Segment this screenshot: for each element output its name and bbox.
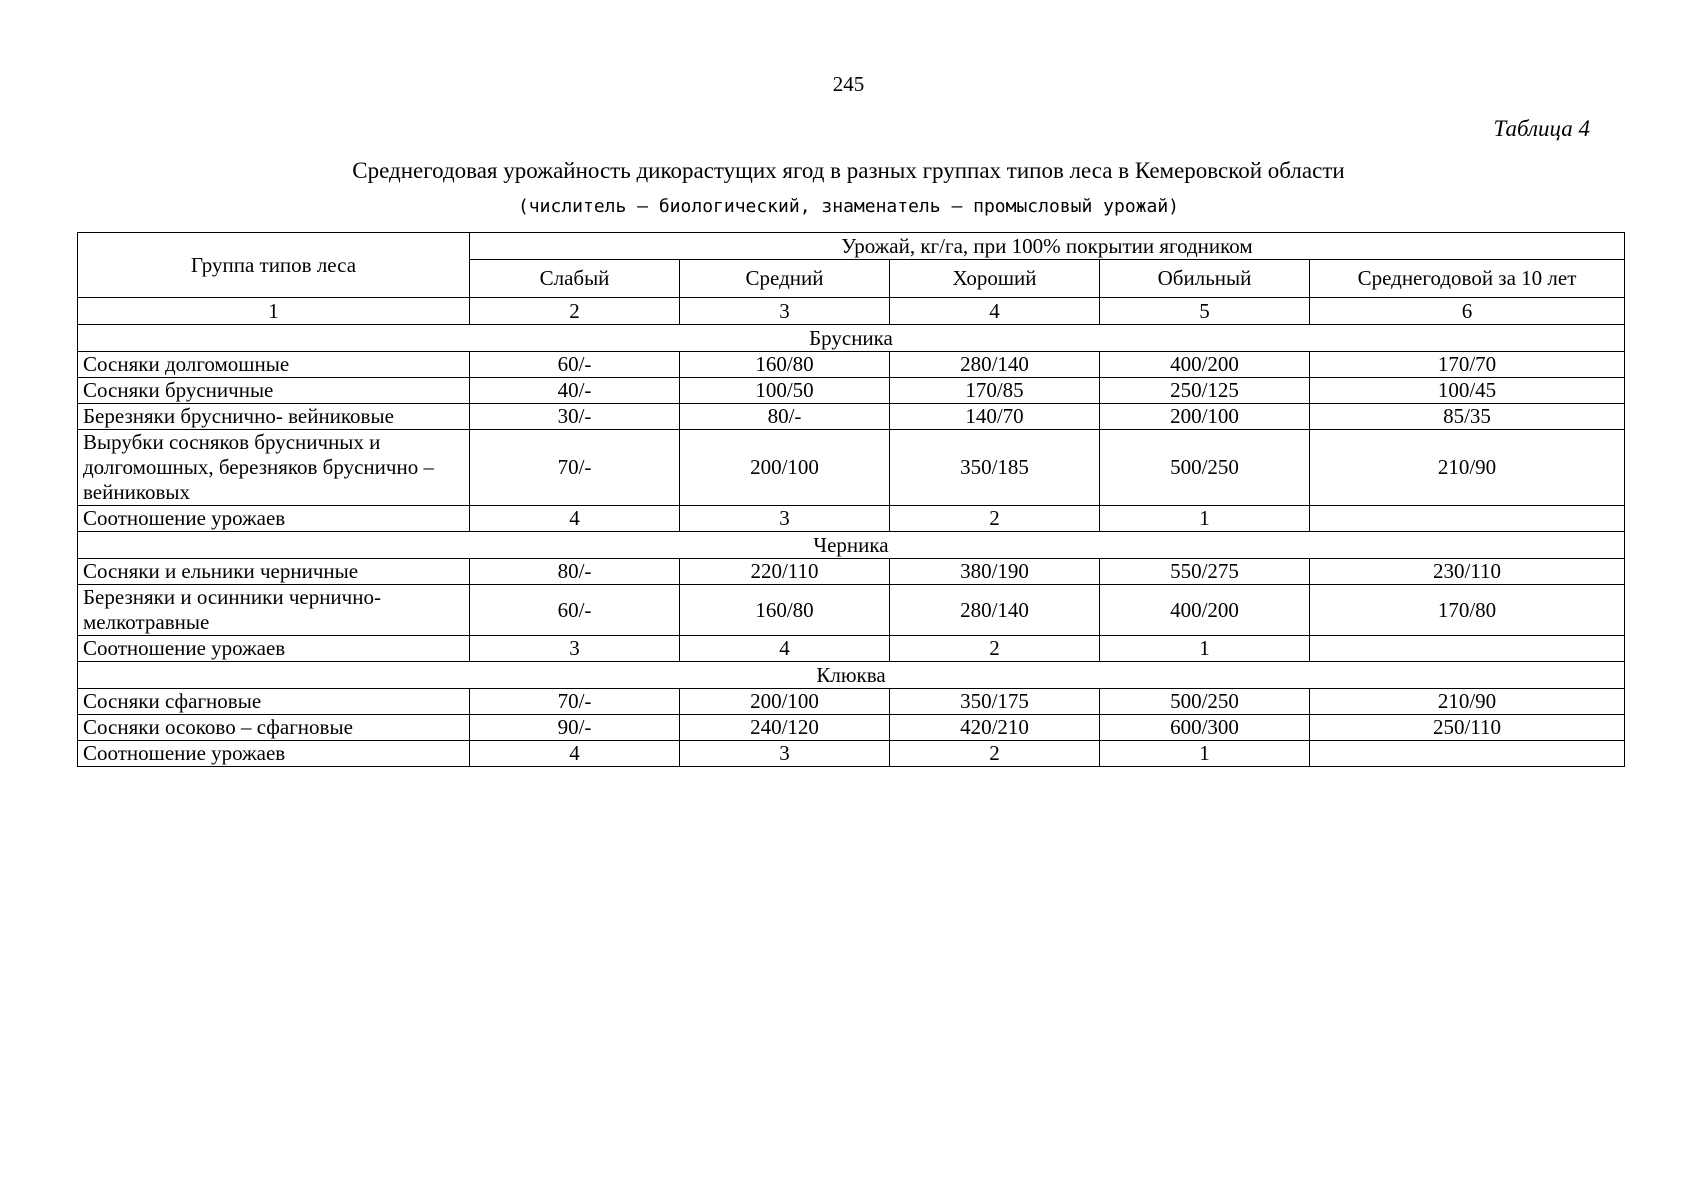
column-header: Хороший — [890, 260, 1100, 298]
column-header: Обильный — [1100, 260, 1310, 298]
page-title: Среднегодовая урожайность дикорастущих ягод в разных группах типов леса в Кемеровской области — [352, 158, 1345, 183]
row-label: Сосняки сфагновые — [78, 689, 470, 715]
table-cell: 350/175 — [890, 689, 1100, 715]
column-header: Средний — [680, 260, 890, 298]
table-cell: 500/250 — [1100, 689, 1310, 715]
page-number: 245 — [832, 72, 865, 96]
table-cell: 100/45 — [1310, 378, 1625, 404]
section-row — [78, 325, 1625, 352]
table-cell: 1 — [1100, 636, 1310, 662]
table-cell: 4 — [680, 636, 890, 662]
table-cell: 100/50 — [680, 378, 890, 404]
table-row — [78, 715, 1625, 741]
table-row — [78, 352, 1625, 378]
table-cell: 280/140 — [890, 585, 1100, 636]
table-row — [78, 741, 1625, 767]
table-cell: 200/100 — [680, 689, 890, 715]
column-number: 1 — [78, 298, 470, 325]
table-cell: 140/70 — [890, 404, 1100, 430]
table-cell: 30/- — [470, 404, 680, 430]
section-row — [78, 662, 1625, 689]
table-cell: 350/185 — [890, 430, 1100, 506]
column-number: 2 — [470, 298, 680, 325]
column-header: Слабый — [470, 260, 680, 298]
row-label: Березняки бруснично- вейниковые — [78, 404, 470, 430]
header-row-top — [78, 233, 1625, 260]
column-number: 3 — [680, 298, 890, 325]
row-label: Соотношение урожаев — [78, 636, 470, 662]
table-cell: 420/210 — [890, 715, 1100, 741]
table-cell: 3 — [470, 636, 680, 662]
table-cell: 400/200 — [1100, 352, 1310, 378]
table-cell: 170/80 — [1310, 585, 1625, 636]
table-cell: 220/110 — [680, 559, 890, 585]
table-cell: 160/80 — [680, 352, 890, 378]
table-cell: 200/100 — [1100, 404, 1310, 430]
section-title: Брусника — [78, 325, 1625, 352]
table-cell: 250/125 — [1100, 378, 1310, 404]
row-label: Сосняки брусничные — [78, 378, 470, 404]
table-cell: 170/85 — [890, 378, 1100, 404]
table-row — [78, 506, 1625, 532]
table-cell: 2 — [890, 636, 1100, 662]
row-label: Вырубки сосняков брусничных и долгомошных, березняков бруснично – вейниковых — [78, 430, 470, 506]
table-cell: 70/- — [470, 430, 680, 506]
yield-header-cell: Урожай, кг/га, при 100% покрытии ягодником — [470, 233, 1625, 260]
table-cell: 90/- — [470, 715, 680, 741]
table-cell — [1310, 636, 1625, 662]
table-cell: 4 — [470, 506, 680, 532]
table-cell: 2 — [890, 506, 1100, 532]
table-cell: 80/- — [470, 559, 680, 585]
table-row — [78, 636, 1625, 662]
table-cell: 80/- — [680, 404, 890, 430]
page-subtitle: (числитель – биологический, знаменатель – промысловый урожай) — [517, 196, 1180, 217]
table-cell: 60/- — [470, 352, 680, 378]
table-row — [78, 430, 1625, 506]
table-cell: 550/275 — [1100, 559, 1310, 585]
column-number: 6 — [1310, 298, 1625, 325]
table-row — [78, 689, 1625, 715]
table-cell: 380/190 — [890, 559, 1100, 585]
table-cell — [1310, 506, 1625, 532]
section-title: Клюква — [78, 662, 1625, 689]
table-cell: 60/- — [470, 585, 680, 636]
table-cell: 230/110 — [1310, 559, 1625, 585]
table-cell: 1 — [1100, 506, 1310, 532]
table-label: Таблица 4 — [1493, 116, 1590, 141]
table-row — [78, 559, 1625, 585]
row-label: Сосняки долгомошные — [78, 352, 470, 378]
table-cell: 85/35 — [1310, 404, 1625, 430]
table-cell: 160/80 — [680, 585, 890, 636]
column-number-row — [78, 298, 1625, 325]
yield-table — [77, 232, 1625, 767]
table-cell: 2 — [890, 741, 1100, 767]
table-cell: 500/250 — [1100, 430, 1310, 506]
group-header-cell: Группа типов леса — [78, 233, 470, 298]
table-cell: 70/- — [470, 689, 680, 715]
table-cell — [1310, 741, 1625, 767]
table-row — [78, 585, 1625, 636]
table-cell: 210/90 — [1310, 430, 1625, 506]
section-title: Черника — [78, 532, 1625, 559]
row-label: Соотношение урожаев — [78, 741, 470, 767]
table-cell: 250/110 — [1310, 715, 1625, 741]
column-number: 5 — [1100, 298, 1310, 325]
table-cell: 3 — [680, 506, 890, 532]
table-row — [78, 404, 1625, 430]
table-cell: 280/140 — [890, 352, 1100, 378]
table-cell: 3 — [680, 741, 890, 767]
column-number: 4 — [890, 298, 1100, 325]
table-row — [78, 378, 1625, 404]
table-cell: 170/70 — [1310, 352, 1625, 378]
table-cell: 600/300 — [1100, 715, 1310, 741]
table-cell: 200/100 — [680, 430, 890, 506]
row-label: Сосняки осоково – сфагновые — [78, 715, 470, 741]
table-cell: 40/- — [470, 378, 680, 404]
row-label: Березняки и осинники чернично-мелкотравные — [78, 585, 470, 636]
section-row — [78, 532, 1625, 559]
row-label: Соотношение урожаев — [78, 506, 470, 532]
table-cell: 4 — [470, 741, 680, 767]
table-cell: 240/120 — [680, 715, 890, 741]
row-label: Сосняки и ельники черничные — [78, 559, 470, 585]
table-cell: 210/90 — [1310, 689, 1625, 715]
column-header: Среднегодовой за 10 лет — [1310, 260, 1625, 298]
table-cell: 1 — [1100, 741, 1310, 767]
table-cell: 400/200 — [1100, 585, 1310, 636]
